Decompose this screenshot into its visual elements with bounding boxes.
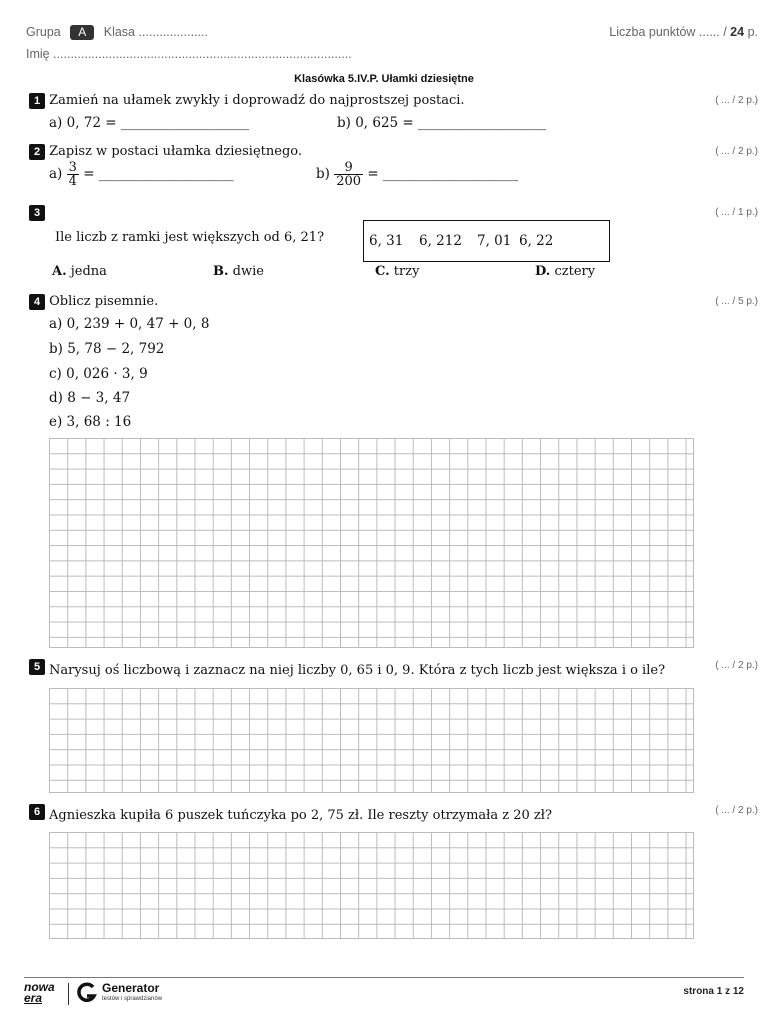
task-2-points: ( ... / 2 p.) xyxy=(715,146,758,157)
task-1-points: ( ... / 2 p.) xyxy=(715,95,758,106)
task-1-item-b: b) 0, 625 = ___________________ xyxy=(337,115,547,131)
task-6-header xyxy=(29,804,45,820)
task-number: 5 xyxy=(29,659,45,675)
option-text: trzy xyxy=(393,264,420,279)
task-1-header xyxy=(29,93,465,109)
option-a[interactable] xyxy=(52,264,107,279)
option-d[interactable] xyxy=(535,264,595,279)
task-4-text: Oblicz pisemnie. xyxy=(49,294,159,309)
footer-divider xyxy=(24,977,744,978)
task-1-text: Zamień na ułamek zwykły i doprowadź do najprostszej postaci. xyxy=(49,93,465,108)
fraction xyxy=(67,161,79,188)
option-text: jedna xyxy=(70,264,107,279)
task-4-item-c: c) 0, 026 · 3, 9 xyxy=(49,366,148,382)
task-4-item-d: d) 8 − 3, 47 xyxy=(49,390,131,406)
option-letter: A. xyxy=(52,264,67,279)
task-4-header xyxy=(29,294,158,310)
task-number: 2 xyxy=(29,144,45,160)
option-letter: C. xyxy=(375,264,390,279)
logo-text: nowa xyxy=(24,980,55,994)
task-number: 4 xyxy=(29,294,45,310)
answer-line: = ____________________ xyxy=(83,166,234,182)
task-4-item-b: b) 5, 78 − 2, 792 xyxy=(49,341,165,357)
page-title: Klasówka 5.IV.P. Ułamki dziesiętne xyxy=(294,73,474,85)
points-summary xyxy=(609,25,758,39)
task-1-item-a: a) 0, 72 = ___________________ xyxy=(49,115,250,131)
points-total: 24 xyxy=(730,25,745,39)
task-6-answer-grid[interactable] xyxy=(49,832,694,939)
task-6-points: ( ... / 2 p.) xyxy=(715,805,758,816)
answer-line: = ____________________ xyxy=(367,166,518,182)
denominator: 200 xyxy=(336,174,362,189)
nowa-era-logo xyxy=(24,982,64,1004)
klasa-label: Klasa .................... xyxy=(103,25,208,39)
task-4-points: ( ... / 5 p.) xyxy=(715,296,758,307)
item-prefix: b) xyxy=(316,166,330,182)
imie-field: Imię ...................................................................................... xyxy=(26,47,352,61)
option-text: cztery xyxy=(554,264,596,279)
generator-g-icon xyxy=(76,981,98,1005)
box-value: 7, 01 xyxy=(477,233,512,249)
task-4-answer-grid[interactable] xyxy=(49,438,694,648)
option-b[interactable] xyxy=(213,264,264,279)
task-5-points: ( ... / 2 p.) xyxy=(715,660,758,671)
option-c[interactable] xyxy=(375,264,419,279)
generator-subtitle: testów i sprawdzianów xyxy=(102,996,163,1002)
numerator: 9 xyxy=(334,161,363,175)
numerator: 3 xyxy=(68,160,77,175)
task-2-text: Zapisz w postaci ułamka dziesiętnego. xyxy=(49,144,302,159)
number-box xyxy=(363,220,610,262)
task-3-header xyxy=(29,205,45,221)
grupa-field xyxy=(26,25,208,40)
points-label: Liczba punktów ...... / xyxy=(609,25,727,39)
generator-logo xyxy=(102,982,162,1003)
box-value: 6, 212 xyxy=(419,233,462,249)
task-6-text: Agnieszka kupiła 6 puszek tuńczyka po 2, 75 zł. Ile reszty otrzymała z 20 zł? xyxy=(49,808,552,823)
task-2-item-b xyxy=(316,161,518,188)
logo-text: era xyxy=(24,991,43,1005)
option-text: dwie xyxy=(232,264,264,279)
points-unit: p. xyxy=(747,25,758,39)
task-5-answer-grid[interactable] xyxy=(49,688,694,793)
task-number: 3 xyxy=(29,205,45,221)
task-5-text: Narysuj oś liczbową i zaznacz na niej liczby 0, 65 i 0, 9. Która z tych liczb jest większa i o ile? xyxy=(49,663,666,678)
task-4-item-a: a) 0, 239 + 0, 47 + 0, 8 xyxy=(49,316,210,332)
denominator: 4 xyxy=(68,174,77,189)
option-letter: B. xyxy=(213,264,229,279)
grupa-badge: A xyxy=(70,25,94,40)
generator-title: Generator xyxy=(102,981,160,995)
task-3-text: Ile liczb z ramki jest większych od 6, 21? xyxy=(55,230,325,245)
task-2-item-a xyxy=(49,161,234,188)
fraction xyxy=(334,161,363,188)
item-prefix: a) xyxy=(49,166,63,182)
task-number: 6 xyxy=(29,804,45,820)
page-number: strona 1 z 12 xyxy=(683,986,744,997)
grupa-label: Grupa xyxy=(26,25,61,39)
task-3-points: ( ... / 1 p.) xyxy=(715,207,758,218)
option-letter: D. xyxy=(535,264,551,279)
box-value: 6, 31 xyxy=(369,233,404,249)
task-number: 1 xyxy=(29,93,45,109)
task-2-header xyxy=(29,144,302,160)
task-5-header xyxy=(29,659,45,675)
task-4-item-e: e) 3, 68 : 16 xyxy=(49,414,132,430)
box-value: 6, 22 xyxy=(519,233,554,249)
logo-separator xyxy=(68,983,69,1005)
